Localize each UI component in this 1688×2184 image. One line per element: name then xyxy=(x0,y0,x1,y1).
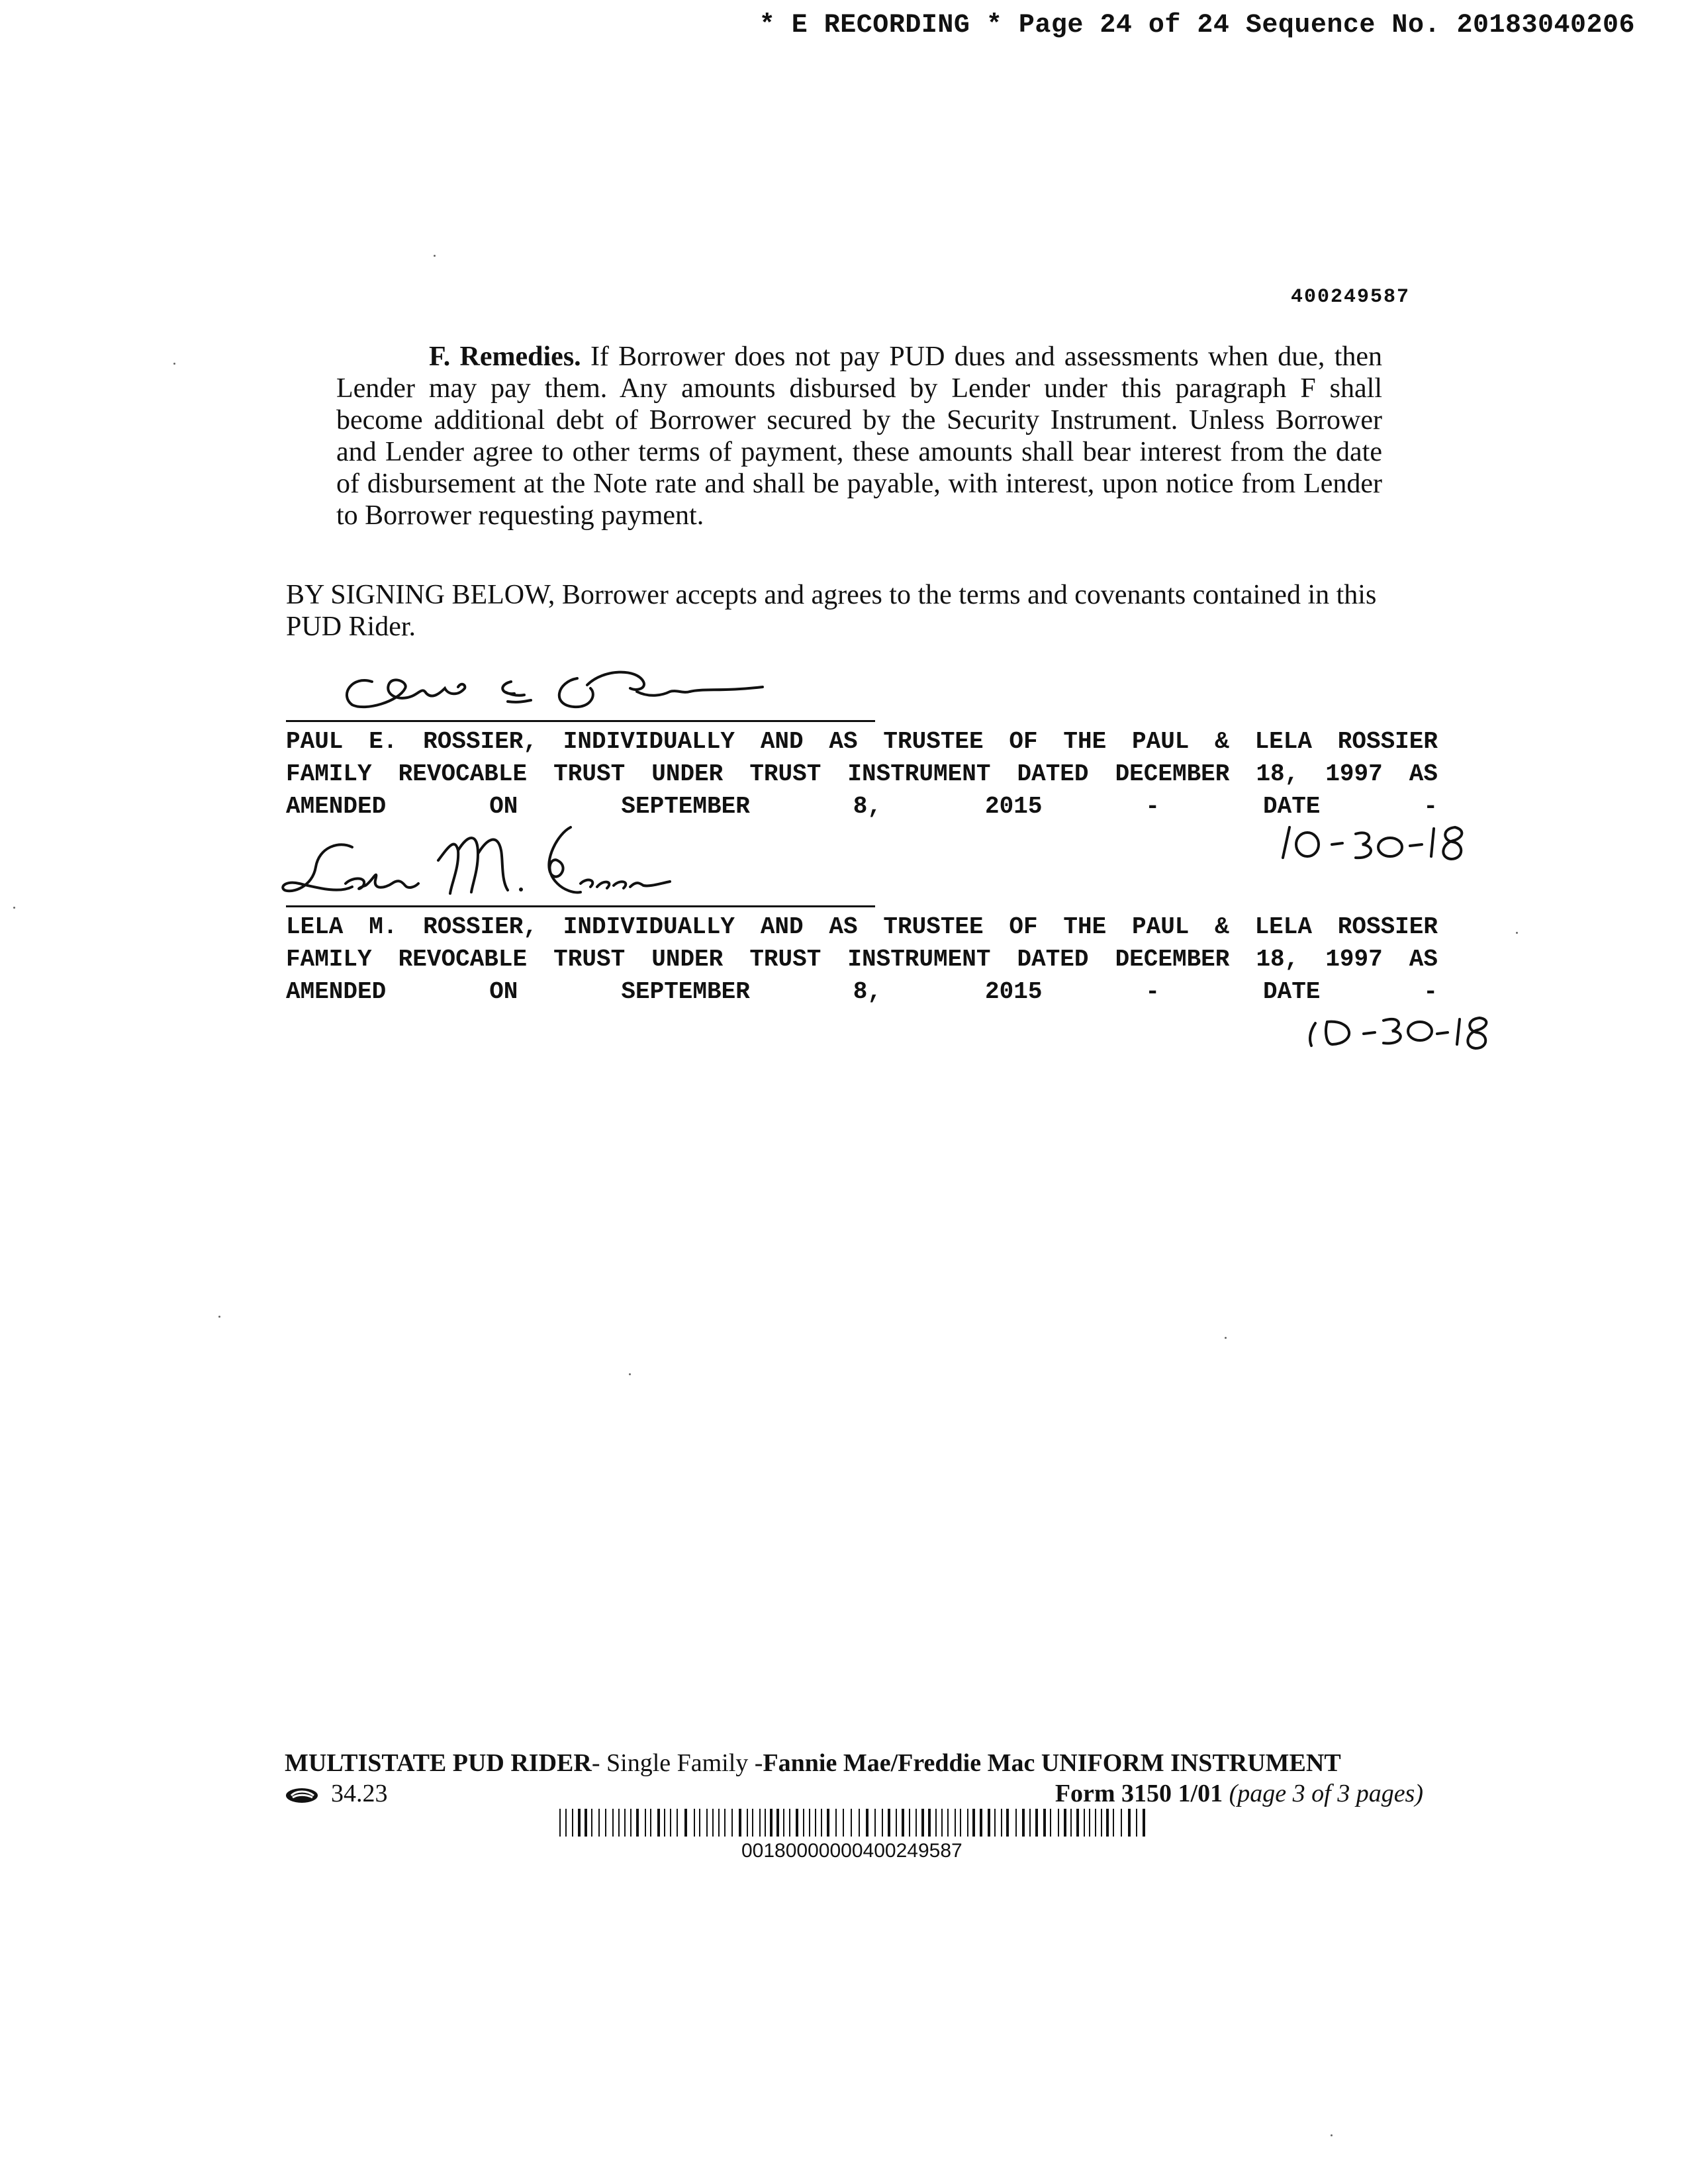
barcode-bar xyxy=(827,1809,829,1837)
signature-line xyxy=(286,905,875,907)
barcode-bar xyxy=(645,1809,646,1837)
barcode-bar xyxy=(591,1809,592,1837)
remedies-paragraph xyxy=(336,341,1382,531)
barcode xyxy=(559,1809,1149,1837)
barcode-bar xyxy=(1029,1809,1031,1837)
barcode-bar xyxy=(909,1809,910,1837)
scan-speck xyxy=(434,255,436,257)
barcode-bar xyxy=(677,1809,678,1837)
barcode-bar xyxy=(776,1809,779,1837)
barcode-bar xyxy=(1121,1809,1122,1837)
barcode-bar xyxy=(815,1809,816,1837)
scan-speck xyxy=(1331,2134,1333,2136)
barcode-bar xyxy=(1136,1809,1137,1837)
barcode-bar xyxy=(739,1809,741,1837)
barcode-bar xyxy=(1022,1809,1025,1837)
barcode-bar xyxy=(578,1809,581,1837)
barcode-bar xyxy=(835,1809,837,1837)
scan-speck xyxy=(218,1316,220,1318)
barcode-bar xyxy=(902,1809,904,1837)
barcode-bar xyxy=(664,1809,665,1837)
signer-caption: PAUL E. ROSSIER, INDIVIDUALLY AND AS TRUSTEE OF THE PAUL & LELA ROSSIER FAMILY REVOCABLE TRUST UNDER TRUST INSTRUMENT DATED DECEMBER 18, 1997 AS AMENDED ON SEPTEMBER 8, 2015 - DATE - xyxy=(286,728,1438,820)
scan-speck xyxy=(629,1373,631,1375)
scan-speck xyxy=(13,907,15,909)
barcode-number: 00180000000400249587 xyxy=(741,1840,962,1862)
barcode-bar xyxy=(752,1809,753,1837)
barcode-bar xyxy=(843,1809,844,1837)
barcode-bar xyxy=(699,1809,700,1837)
barcode-bar xyxy=(1058,1809,1059,1837)
barcode-bar xyxy=(821,1809,822,1837)
barcode-bar xyxy=(955,1809,956,1837)
barcode-bar xyxy=(796,1809,798,1837)
barcode-bar xyxy=(765,1809,766,1837)
barcode-bar xyxy=(921,1809,924,1837)
barcode-bar xyxy=(972,1809,975,1837)
barcode-bar xyxy=(718,1809,720,1837)
form-code-number: 34.23 xyxy=(331,1780,388,1807)
form-title-bold: MULTISTATE PUD RIDER xyxy=(285,1749,592,1777)
barcode-bar xyxy=(789,1809,790,1837)
barcode-bar xyxy=(967,1809,968,1837)
signature-paul xyxy=(326,655,802,721)
scan-speck xyxy=(173,363,175,365)
barcode-bar xyxy=(712,1809,714,1837)
by-signing-statement: BY SIGNING BELOW, Borrower accepts and agrees to the terms and covenants contained in this PUD Rider. xyxy=(286,580,1377,642)
barcode-bar xyxy=(803,1809,804,1837)
barcode-bar xyxy=(928,1809,931,1837)
handwritten-date-2 xyxy=(1301,1005,1513,1058)
form-number xyxy=(1055,1779,1423,1808)
barcode-bar xyxy=(1043,1809,1046,1837)
signature-lela xyxy=(279,821,782,913)
scan-speck xyxy=(1516,932,1518,934)
recording-header: * E RECORDING * Page 24 of 24 Sequence No. 20183040206 xyxy=(759,11,1635,40)
barcode-bar xyxy=(1001,1809,1002,1837)
barcode-bar xyxy=(585,1809,587,1837)
barcode-bar xyxy=(1064,1809,1066,1837)
barcode-bar xyxy=(572,1809,573,1837)
barcode-bar xyxy=(670,1809,671,1837)
barcode-bar xyxy=(1050,1809,1051,1837)
barcode-bar xyxy=(1006,1809,1009,1837)
barcode-bar xyxy=(1035,1809,1038,1837)
barcode-bar xyxy=(1084,1809,1085,1837)
remedies-body: If Borrower does not pay PUD dues and assessments when due, then Lender may pay them. Any amounts disbursed by Lender under this paragraph F shall become additional debt of Borrower secured by the Security Instrument. Unless Borrower and Lender agree to other terms of payment, these amounts shall bear interest from the date of disbursement at the Note rate and shall be payable, with interest, upon notice from Lender to Borrower requesting payment. xyxy=(336,341,1383,531)
barcode-bar xyxy=(618,1809,620,1837)
barcode-bar xyxy=(565,1809,567,1837)
barcode-bar xyxy=(988,1809,990,1837)
barcode-bar xyxy=(809,1809,810,1837)
barcode-bar xyxy=(888,1809,890,1837)
barcode-bar xyxy=(624,1809,626,1837)
barcode-bar xyxy=(770,1809,773,1837)
barcode-bar xyxy=(941,1809,943,1837)
barcode-bar xyxy=(636,1809,639,1837)
barcode-bar xyxy=(559,1809,561,1837)
barcode-bar xyxy=(960,1809,961,1837)
barcode-bar xyxy=(1015,1809,1017,1837)
loan-number: 400249587 xyxy=(1291,286,1411,308)
barcode-bar xyxy=(724,1809,726,1837)
barcode-bar xyxy=(1128,1809,1131,1837)
remedies-heading: F. Remedies. xyxy=(429,341,581,372)
barcode-bar xyxy=(759,1809,761,1837)
barcode-bar xyxy=(980,1809,982,1837)
barcode-bar xyxy=(1076,1809,1079,1837)
scan-speck xyxy=(1225,1337,1227,1339)
barcode-bar xyxy=(1113,1809,1114,1837)
barcode-bar xyxy=(874,1809,876,1837)
barcode-bar xyxy=(994,1809,996,1837)
barcode-bar xyxy=(598,1809,600,1837)
form-number-label: Form 3150 1/01 xyxy=(1055,1780,1223,1807)
handwritten-date-1 xyxy=(1278,819,1489,872)
vendor-logo-icon xyxy=(285,1786,320,1805)
barcode-bar xyxy=(747,1809,748,1837)
form-title-mid: - Single Family - xyxy=(591,1749,763,1777)
barcode-bar xyxy=(1106,1809,1109,1837)
form-code xyxy=(285,1779,388,1808)
barcode-bar xyxy=(731,1809,733,1837)
barcode-bar xyxy=(1089,1809,1090,1837)
barcode-bar xyxy=(783,1809,784,1837)
barcode-bar xyxy=(706,1809,708,1837)
barcode-bar xyxy=(605,1809,606,1837)
barcode-bar xyxy=(650,1809,651,1837)
barcode-bar xyxy=(915,1809,917,1837)
barcode-bar xyxy=(1143,1809,1145,1837)
barcode-bar xyxy=(896,1809,897,1837)
barcode-bar xyxy=(657,1809,660,1837)
signature-line xyxy=(286,720,875,722)
signer-caption: LELA M. ROSSIER, INDIVIDUALLY AND AS TRUSTEE OF THE PAUL & LELA ROSSIER FAMILY REVOCABLE TRUST UNDER TRUST INSTRUMENT DATED DECEMBER 18, 1997 AS AMENDED ON SEPTEMBER 8, 2015 - DATE - xyxy=(286,913,1438,1005)
form-title-bold2: Fannie Mae/Freddie Mac UNIFORM INSTRUMENT xyxy=(763,1749,1341,1777)
barcode-bar xyxy=(630,1809,632,1837)
barcode-bar xyxy=(1095,1809,1096,1837)
barcode-bar xyxy=(1070,1809,1072,1837)
form-page-info: (page 3 of 3 pages) xyxy=(1229,1780,1423,1807)
barcode-bar xyxy=(612,1809,614,1837)
barcode-bar xyxy=(684,1809,687,1837)
form-title xyxy=(285,1749,1397,1778)
barcode-bar xyxy=(859,1809,860,1837)
barcode-bar xyxy=(851,1809,852,1837)
barcode-bar xyxy=(694,1809,695,1837)
barcode-bar xyxy=(947,1809,949,1837)
barcode-bar xyxy=(1101,1809,1102,1837)
barcode-bar xyxy=(866,1809,868,1837)
barcode-bar xyxy=(935,1809,937,1837)
barcode-bar xyxy=(882,1809,883,1837)
